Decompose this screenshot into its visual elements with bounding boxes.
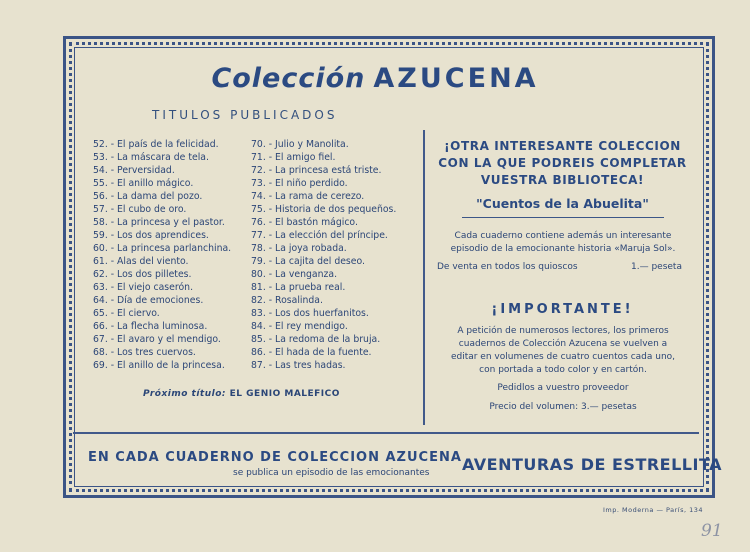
important-line-2: cuadernos de Colección Azucena se vuelven a [458, 339, 668, 349]
title-list-item: 82. - Rosalinda. [251, 295, 323, 306]
titles-list-left [93, 138, 231, 372]
title-list-item: 81. - La prueba real. [251, 282, 346, 293]
title-list-item: 63. - El viejo caserón. [93, 282, 194, 293]
title-list-item: 79. - La cajita del deseo. [251, 256, 365, 267]
next-title-label: Próximo título: [143, 389, 226, 399]
next-title-value: EL GENIO MALEFICO [229, 389, 340, 399]
sale-text: De venta en todos los quioscos [437, 262, 578, 272]
other-collection-name: "Cuentos de la Abuelita" [476, 196, 649, 211]
title-list-item: 65. - El ciervo. [93, 308, 160, 319]
title-list-item: 83. - Los dos huerfanitos. [251, 308, 369, 319]
description-line-2: episodio de la emocionante historia «Maruja Sol». [450, 244, 676, 254]
title-list-item: 58. - La princesa y el pastor. [93, 217, 225, 228]
description-line-1: Cada cuaderno contiene además un interesante [454, 231, 672, 241]
title-list-item: 78. - La joya robada. [251, 243, 347, 254]
footer-line-1: EN CADA CUADERNO DE COLECCION AZUCENA [88, 450, 462, 465]
titles-list-right [251, 138, 396, 372]
title-list-item: 61. - Alas del viento. [93, 256, 189, 267]
title-list-item: 62. - Los dos pilletes. [93, 269, 192, 280]
footer-line-2: se publica un episodio de las emocionantes [233, 468, 430, 478]
collection-name-underline [462, 217, 664, 218]
title-list-item: 70. - Julio y Manolita. [251, 139, 349, 150]
title-list-item: 67. - El avaro y el mendigo. [93, 334, 221, 345]
horizontal-divider [73, 432, 699, 434]
title-list-item: 74. - La rama de cerezo. [251, 191, 365, 202]
title-list-item: 76. - El bastón mágico. [251, 217, 358, 228]
sale-info [437, 262, 689, 272]
volume-price: Precio del volumen: 3.— pesetas [489, 402, 637, 412]
title-list-item: 53. - La máscara de tela. [93, 152, 209, 163]
title-list-item: 64. - Día de emociones. [93, 295, 204, 306]
sale-price: 1.— peseta [631, 262, 682, 272]
title-list-item: 57. - El cubo de oro. [93, 204, 187, 215]
title-list-item: 52. - El país de la felicidad. [93, 139, 219, 150]
title-list-item: 56. - La dama del pozo. [93, 191, 203, 202]
important-line-4: con portada a todo color y en cartón. [479, 365, 647, 375]
important-line-3: editar en volumenes de cuatro cuentos cada uno, [450, 352, 676, 362]
important-line-1: A petición de numerosos lectores, los primeros [457, 326, 669, 336]
collection-title [0, 63, 750, 94]
title-list-item: 71. - El amigo fiel. [251, 152, 336, 163]
published-titles-heading: TITULOS PUBLICADOS [152, 108, 338, 122]
title-list-item: 84. - El rey mendigo. [251, 321, 348, 332]
title-list-item: 54. - Perversidad. [93, 165, 175, 176]
series-title: AVENTURAS DE ESTRELLITA [462, 455, 722, 474]
title-list-item: 72. - La princesa está triste. [251, 165, 382, 176]
title-list-item: 55. - El anillo mágico. [93, 178, 194, 189]
title-list-item: 69. - El anillo de la princesa. [93, 360, 225, 371]
title-list-item: 73. - El niño perdido. [251, 178, 348, 189]
title-list-item: 59. - Los dos aprendices. [93, 230, 209, 241]
important-heading: ¡IMPORTANTE! [491, 302, 634, 317]
headline-line-2: CON LA QUE PODREIS COMPLETAR [438, 156, 687, 170]
title-list-item: 77. - La elección del príncipe. [251, 230, 388, 241]
title-list-item: 68. - Los tres cuervos. [93, 347, 196, 358]
title-list-item: 80. - La venganza. [251, 269, 338, 280]
title-list-item: 75. - Historia de dos pequeños. [251, 204, 397, 215]
headline-line-1: ¡OTRA INTERESANTE COLECCION [444, 139, 681, 153]
title-list-item: 85. - La redoma de la bruja. [251, 334, 381, 345]
printer-imprint: Imp. Moderna — París, 134 [603, 506, 704, 514]
headline-line-3: VUESTRA BIBLIOTECA! [480, 173, 645, 187]
title-main: AZUCENA [373, 63, 539, 94]
next-title [143, 389, 340, 399]
handwritten-number: 91 [701, 521, 723, 541]
title-list-item: 60. - La princesa parlanchina. [93, 243, 232, 254]
title-prefix: Colección [211, 63, 366, 94]
title-list-item: 66. - La flecha luminosa. [93, 321, 208, 332]
vertical-divider [423, 130, 425, 425]
title-list-item: 87. - Las tres hadas. [251, 360, 346, 371]
title-list-item: 86. - El hada de la fuente. [251, 347, 372, 358]
order-text: Pedidlos a vuestro proveedor [497, 383, 629, 393]
